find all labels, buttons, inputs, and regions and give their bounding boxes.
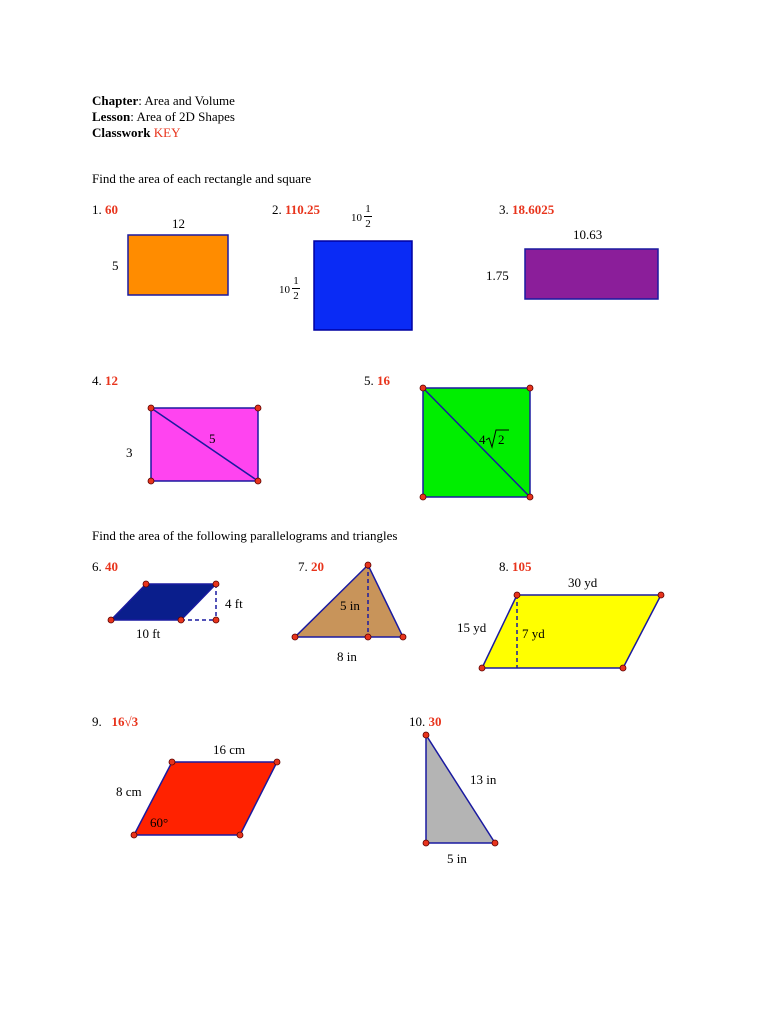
fraction-numerator: 1 xyxy=(365,203,371,215)
label-diagonal: 5 xyxy=(209,431,216,446)
label-hypotenuse: 13 in xyxy=(470,772,497,787)
label-top-fraction xyxy=(364,203,372,230)
problem-answer: 60 xyxy=(105,202,118,217)
chapter-value: : Area and Volume xyxy=(138,93,235,108)
label-base: 16 cm xyxy=(213,742,246,757)
problem-answer: 16 xyxy=(377,373,390,388)
problem-answer: 30 xyxy=(428,714,442,729)
label-width: 5 xyxy=(112,258,119,273)
fraction-bar xyxy=(364,216,372,217)
problem-3-header xyxy=(499,202,554,217)
shape-8-parallelogram xyxy=(482,595,661,668)
problem-number: 7. xyxy=(298,559,308,574)
label-base: 5 in xyxy=(447,851,467,866)
chapter-label: Chapter xyxy=(92,93,139,108)
label-side-fraction xyxy=(292,275,300,302)
fraction-numerator: 1 xyxy=(293,275,299,287)
problem-5-header xyxy=(364,373,390,388)
problem-7-header xyxy=(298,559,324,574)
problem-answer: 18.6025 xyxy=(512,202,555,217)
problem-4-header xyxy=(92,373,118,388)
problem-answer: 110.25 xyxy=(285,202,321,217)
problem-number: 4. xyxy=(92,373,102,388)
label-width: 1.75 xyxy=(486,268,509,283)
fraction-denominator: 2 xyxy=(365,218,371,230)
label-side: 15 yd xyxy=(457,620,487,635)
problem-6-header xyxy=(92,559,118,574)
label-length: 10.63 xyxy=(573,227,603,242)
problem-answer: 16√3 xyxy=(111,714,139,729)
label-side-whole: 10 xyxy=(279,284,290,296)
problem-1-header xyxy=(92,202,118,217)
problem-answer: 20 xyxy=(311,559,324,574)
label-base: 30 yd xyxy=(568,575,598,590)
label-base: 10 ft xyxy=(136,626,161,641)
shape-1-rectangle xyxy=(128,235,228,295)
label-side: 8 cm xyxy=(116,784,142,799)
problem-number: 2. xyxy=(272,202,282,217)
label-height: 7 yd xyxy=(522,626,545,641)
shape-3-rectangle xyxy=(525,249,658,299)
label-width: 3 xyxy=(126,445,133,460)
problem-number: 1. xyxy=(92,202,102,217)
label-diagonal-coefficient: 4 xyxy=(479,432,486,447)
label-base: 8 in xyxy=(337,649,357,664)
problem-number: 6. xyxy=(92,559,102,574)
label-diagonal-radicand: 2 xyxy=(498,432,505,447)
problem-2-header xyxy=(272,202,320,217)
label-height: 5 in xyxy=(340,598,360,613)
problem-number: 9. xyxy=(92,714,102,729)
key-label: KEY xyxy=(153,125,181,140)
fraction-denominator: 2 xyxy=(293,290,299,302)
para-instructions: Find the area of the following parallelograms and triangles xyxy=(92,528,398,543)
fraction-bar xyxy=(292,288,300,289)
classwork-label: Classwork xyxy=(92,125,151,140)
label-height: 4 ft xyxy=(225,596,243,611)
problem-number: 3. xyxy=(499,202,509,217)
problem-10-header xyxy=(409,714,442,729)
problem-answer: 105 xyxy=(512,559,532,574)
problem-9-header xyxy=(92,714,138,729)
lesson-value: : Area of 2D Shapes xyxy=(130,109,235,124)
shape-6-parallelogram xyxy=(111,584,216,620)
label-angle: 60° xyxy=(150,815,169,830)
problem-number: 10. xyxy=(409,714,426,729)
problem-number: 5. xyxy=(364,373,374,388)
problem-answer: 12 xyxy=(105,373,118,388)
shape-2-square xyxy=(314,241,412,330)
shape-10-triangle xyxy=(426,735,495,843)
lesson-label: Lesson xyxy=(92,109,131,124)
problem-8-header xyxy=(499,559,532,574)
label-length: 12 xyxy=(172,216,185,231)
problem-number: 8. xyxy=(499,559,509,574)
label-top-whole: 10 xyxy=(351,212,362,224)
rect-instructions: Find the area of each rectangle and square xyxy=(92,171,312,186)
problem-answer: 40 xyxy=(105,559,118,574)
